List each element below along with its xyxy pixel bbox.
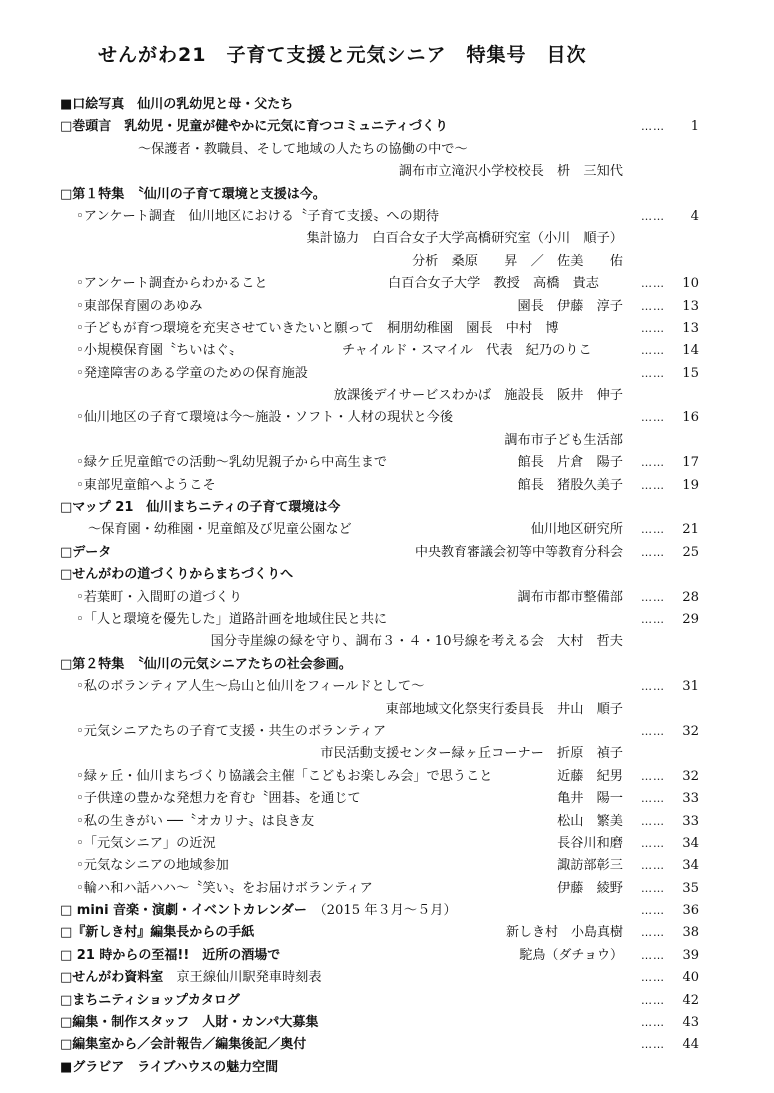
toc-leader-dots: …… (641, 881, 665, 895)
toc-page-number: 25 (682, 544, 699, 560)
toc-entry-title: 〜保育園・幼稚園・児童館及び児童公園など (88, 522, 352, 538)
toc-leader-dots: …… (641, 904, 665, 918)
toc-entry-title: ◦アンケート調査 仙川地区における〝子育て支援〟への期待 (76, 208, 440, 224)
toc-entry (0, 251, 774, 273)
toc-entry-title: □編集・制作スタッフ 人財・カンパ大募集 (60, 1015, 319, 1031)
toc-author: 長谷川和磨 (557, 835, 623, 851)
toc-page-number: 21 (682, 522, 699, 538)
toc-entry-title: □まちニティショップカタログ (60, 992, 240, 1008)
toc-leader-dots: …… (641, 299, 665, 313)
toc-entry-title: ◦アンケート調査からわかること (76, 276, 268, 292)
toc-leader-dots: …… (641, 366, 665, 380)
toc-entry (0, 475, 774, 497)
toc-page-number: 34 (682, 835, 699, 851)
toc-section-heading (0, 564, 774, 586)
toc-entry (0, 811, 774, 833)
toc-section-heading (0, 1034, 774, 1056)
toc-leader-dots: …… (641, 277, 665, 291)
toc-page-number: 39 (682, 947, 699, 963)
table-of-contents (0, 94, 774, 1079)
toc-entry (0, 206, 774, 228)
toc-author: 館長 猪股久美子 (517, 477, 623, 493)
toc-entry-title: ◦子どもが育つ環境を充実させていきたいと願って 桐朋幼稚園 園長 中村 博 (76, 320, 559, 336)
toc-entry-title: ◦子供達の豊かな発想力を育む〝囲碁〟を通じて (76, 791, 361, 807)
toc-entry-title: □せんがわ資料室 京王線仙川駅発車時刻表 (60, 970, 322, 986)
toc-page-number: 15 (682, 365, 699, 381)
toc-page-number: 38 (682, 925, 699, 941)
toc-page-number: 29 (682, 611, 699, 627)
toc-section-heading (0, 922, 774, 944)
toc-page-number: 14 (682, 343, 699, 359)
toc-leader-dots: …… (641, 859, 665, 873)
toc-entry-title: ◦緑ヶ丘・仙川まちづくり協議会主催「こどもお楽しみ会」で思うこと (76, 768, 493, 784)
toc-author: 園長 伊藤 淳子 (517, 298, 623, 314)
toc-page-number: 19 (682, 477, 699, 493)
toc-page-number: 40 (682, 970, 699, 986)
toc-entry (0, 519, 774, 541)
toc-author: 中央教育審議会初等中等教育分科会 (414, 544, 623, 560)
toc-section-heading (0, 1057, 774, 1079)
toc-leader-dots: …… (641, 411, 665, 425)
toc-section-heading (0, 967, 774, 989)
toc-author: 松山 繁美 (557, 813, 623, 829)
toc-page-number: 44 (682, 1037, 699, 1053)
toc-entry (0, 609, 774, 631)
toc-entry-title: □『新しき村』編集長からの手紙 (60, 925, 255, 941)
toc-entry-title: □ 21 時からの至福!! 近所の酒場で (60, 947, 281, 963)
toc-author: チャイルド・スマイル 代表 紀乃のりこ (342, 343, 592, 359)
toc-page-number: 32 (682, 768, 699, 784)
toc-leader-dots: …… (641, 926, 665, 940)
toc-author: 国分寺崖線の緑を守り、調布３・４・10号線を考える会 大村 哲夫 (210, 634, 623, 650)
toc-leader-dots: …… (641, 456, 665, 470)
toc-entry-title: ◦私の生きがい ──〝オカリナ〟は良き友 (76, 813, 315, 829)
toc-author: 調布市子ども生活部 (504, 432, 623, 448)
toc-page-number: 13 (682, 320, 699, 336)
toc-page-number: 31 (682, 679, 699, 695)
toc-entry-title: ◦元気シニアたちの子育て支援・共生のボランティア (76, 723, 387, 739)
toc-page-number: 16 (682, 410, 699, 426)
toc-leader-dots: …… (641, 814, 665, 828)
toc-leader-dots: …… (641, 344, 665, 358)
toc-entry-title: ◦緑ケ丘児童館での活動〜乳幼児親子から中高生まで (76, 455, 388, 471)
toc-entry-title: ◦若葉町・入間町の道づくり (76, 589, 243, 605)
toc-section-heading (0, 497, 774, 519)
toc-author: 東部地域文化祭実行委員長 井山 順子 (385, 701, 623, 717)
toc-entry (0, 407, 774, 429)
toc-section-heading (0, 900, 774, 922)
toc-entry-title: ◦元気なシニアの地域参加 (76, 858, 229, 874)
toc-author: 分析 桑原 昇 ／ 佐美 佑 (412, 253, 623, 269)
toc-leader-dots: …… (641, 478, 665, 492)
toc-section-heading (0, 1012, 774, 1034)
toc-entry-title: ◦小規模保育園〝ちいはぐ〟 (76, 343, 243, 359)
toc-leader-dots: …… (641, 1038, 665, 1052)
toc-entry (0, 676, 774, 698)
toc-page-number: 36 (682, 903, 699, 919)
toc-page-number: 32 (682, 723, 699, 739)
toc-entry (0, 296, 774, 318)
toc-author: 伊藤 綾野 (557, 880, 623, 896)
toc-entry-subtitle: 京王線仙川駅発車時刻表 (163, 970, 322, 986)
toc-page-number: 17 (682, 455, 699, 471)
toc-entry (0, 452, 774, 474)
toc-leader-dots: …… (641, 1016, 665, 1030)
toc-entry-title: 〜保護者・教職員、そして地域の人たちの協働の中で〜 (138, 141, 468, 157)
toc-entry (0, 161, 774, 183)
toc-leader-dots: …… (641, 680, 665, 694)
toc-entry-title: ◦私のボランティア人生〜烏山と仙川をフィールドとして〜 (76, 679, 425, 695)
toc-author: 亀井 陽一 (557, 791, 623, 807)
toc-page-number: 33 (682, 813, 699, 829)
toc-entry-title: □第１特集 〝仙川の子育て環境と支援は今。 (60, 186, 326, 202)
toc-leader-dots: …… (641, 209, 665, 223)
toc-entry (0, 833, 774, 855)
toc-author: 近藤 紀男 (557, 768, 623, 784)
toc-entry (0, 430, 774, 452)
toc-entry (0, 631, 774, 653)
toc-entry (0, 855, 774, 877)
toc-author: 白百合女子大学 教授 高橋 貴志 (388, 276, 599, 292)
toc-entry (0, 721, 774, 743)
toc-entry-title: ◦輪ハ和ハ話ハハ〜〝笑い〟をお届けボランティア (76, 880, 373, 896)
toc-entry (0, 878, 774, 900)
toc-entry (0, 318, 774, 340)
toc-leader-dots: …… (641, 971, 665, 985)
toc-entry (0, 363, 774, 385)
toc-page-number: 1 (690, 119, 699, 135)
toc-leader-dots: …… (641, 836, 665, 850)
toc-entry-title: □編集室から／会計報告／編集後記／奥付 (60, 1037, 307, 1053)
toc-section-heading (0, 542, 774, 564)
toc-entry-title: □マップ 21 仙川まちニティの子育て環境は今 (60, 500, 341, 516)
toc-leader-dots: …… (641, 769, 665, 783)
toc-page-number: 33 (682, 791, 699, 807)
toc-page-number: 13 (682, 298, 699, 314)
toc-leader-dots: …… (641, 724, 665, 738)
toc-entry-title: ■口絵写真 仙川の乳幼児と母・父たち (60, 97, 294, 112)
toc-entry (0, 385, 774, 407)
toc-page-number: 4 (690, 208, 699, 224)
toc-entry-title: □せんがわの道づくりからまちづくりへ (60, 567, 294, 583)
toc-author: 駝鳥（ダチョウ） (519, 947, 623, 963)
toc-entry-title: □第２特集 〝仙川の元気シニアたちの社会参画。 (60, 656, 352, 672)
toc-entry (0, 273, 774, 295)
toc-leader-dots: …… (641, 545, 665, 559)
toc-page-number: 34 (682, 858, 699, 874)
toc-section-heading (0, 990, 774, 1012)
toc-leader-dots: …… (641, 523, 665, 537)
toc-entry-title: ◦発達障害のある学童のための保育施設 (76, 365, 308, 381)
toc-entry-title: □データ (60, 544, 112, 560)
toc-entry-title: □巻頭言 乳幼児・児童が健やかに元気に育つコミュニティづくり (60, 119, 448, 135)
toc-author: 諏訪部彰三 (557, 858, 623, 874)
toc-leader-dots: …… (641, 321, 665, 335)
toc-entry-title: ■グラビア ライブハウスの魅力空間 (60, 1059, 279, 1075)
toc-author: 仙川地区研究所 (530, 522, 623, 538)
toc-entry (0, 340, 774, 362)
toc-entry (0, 743, 774, 765)
toc-entry (0, 766, 774, 788)
toc-page-number: 28 (682, 589, 699, 605)
toc-author: 調布市都市整備部 (517, 589, 623, 605)
toc-page-number: 10 (682, 276, 699, 292)
toc-entry-subtitle: （2015 年３月〜５月） (306, 903, 457, 919)
toc-entry (0, 139, 774, 161)
toc-leader-dots: …… (641, 612, 665, 626)
toc-section-heading (0, 654, 774, 676)
toc-section-heading (0, 945, 774, 967)
toc-author: 市民活動支援センター緑ヶ丘コーナー 折原 禎子 (320, 746, 623, 762)
toc-entry-title: ◦仙川地区の子育て環境は今〜施設・ソフト・人材の現状と今後 (76, 410, 454, 426)
toc-author: 放課後デイサービスわかば 施設長 阪井 伸子 (333, 388, 623, 404)
page-title: せんがわ21 子育て支援と元気シニア 特集号 目次 (98, 44, 587, 66)
toc-section-heading (0, 184, 774, 206)
toc-entry-title: ◦「人と環境を優先した」道路計画を地域住民と共に (76, 611, 388, 627)
toc-entry (0, 788, 774, 810)
toc-author: 館長 片倉 陽子 (517, 455, 623, 471)
toc-author: 調布市立滝沢小学校校長 枡 三知代 (398, 164, 623, 180)
toc-entry (0, 699, 774, 721)
toc-author: 新しき村 小島真樹 (505, 925, 623, 941)
toc-leader-dots: …… (641, 792, 665, 806)
toc-page-number: 35 (682, 880, 699, 896)
toc-leader-dots: …… (641, 948, 665, 962)
toc-entry-title: ◦東部児童館へようこそ (76, 477, 216, 493)
toc-author: 集計協力 白百合女子大学高橋研究室（小川 順子） (306, 231, 623, 247)
toc-entry-title: ◦「元気シニア」の近況 (76, 835, 216, 851)
toc-page-number: 43 (682, 1015, 699, 1031)
toc-leader-dots: …… (641, 120, 665, 134)
toc-page-number: 42 (682, 992, 699, 1008)
toc-section-heading (0, 116, 774, 138)
toc-entry-title: ◦東部保育園のあゆみ (76, 298, 203, 314)
toc-leader-dots: …… (641, 590, 665, 604)
toc-entry (0, 228, 774, 250)
toc-leader-dots: …… (641, 993, 665, 1007)
toc-section-heading (0, 94, 774, 116)
toc-entry-title: □ mini 音楽・演劇・イベントカレンダー （2015 年３月〜５月） (60, 903, 457, 919)
toc-entry (0, 587, 774, 609)
